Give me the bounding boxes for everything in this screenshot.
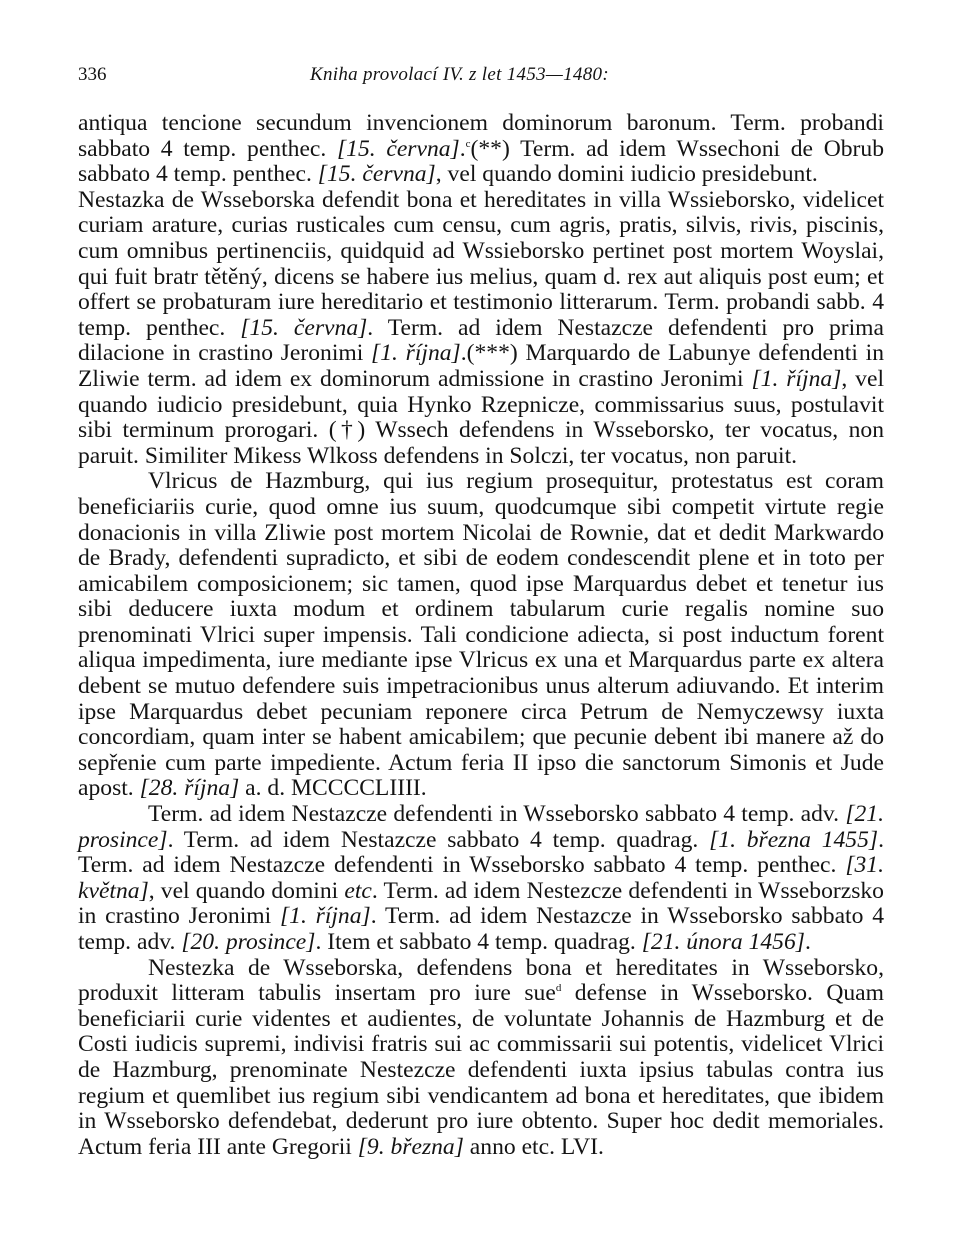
- date-annotation: [1. března 1455]: [709, 826, 879, 853]
- date-annotation: [21. prosince]: [78, 801, 884, 853]
- text-segment: . Term. ad idem Nestazcze defendenti in Wsseborsko sabbato 4 temp. penthec.: [78, 826, 884, 879]
- text-segment: (**) Term. ad idem Wssechoni de Obrub sabbato 4 temp. penthec.: [78, 135, 885, 188]
- text-segment: . Term. ad idem Nestazcze in Wsseborsko sabbato 4 temp. adv.: [78, 903, 884, 955]
- text-segment: , vel quando domini iudicio presidebunt.: [435, 161, 818, 188]
- text-segment: .: [804, 929, 811, 955]
- text-segment: Vlricus de Hazmburg, qui ius regium prosequitur, protestatus est coram beneficiariis curie, quod omne ius suum, quodcumque sibi competit virtute regie donacionis in villa Zliwie post mortem Nicolai de Rownie, dat et dedit Markwardo de Brady, defendenti supradicto, et sibi de eodem condescendit plene et in toto per amicabilem composicionem; sic tamen, quod ipse Marquardus debet et tenetur ius sibi deducere iuxta modum et ordinem tabularum curie regalis nomine suo prenominati Vlrici super impensis. Tali condicione adiecta, si post inductum forent aliqua impedimenta, iure mediante ipse Vlricus ex una et Marquardus parte ex altera debent se mutuo defendere suis impetracionibus unus alterum adiuvando. Et interim ipse Marquardus debet pecuniam reponere circa Petrum de Nemyczewsy iuxta concordiam, quam inter se habent amicabilem; que pecunie debent ibi manere až do sepřenie cum parte impediente. Actum feria II ipso die sanctorum Simonis et Jude apost.: [78, 468, 884, 802]
- text-segment: anno etc. LVI.: [463, 1133, 604, 1160]
- running-title: Kniha provolací IV. z let 1453—1480:: [310, 64, 609, 85]
- text-segment: . Term. ad idem Nestezcze defendenti in Wsseborzsko in crastino Jeronimi: [78, 877, 884, 930]
- body-text: [78, 111, 884, 1160]
- paragraph: [78, 111, 884, 188]
- page-number: 336: [78, 64, 107, 85]
- date-annotation: [20. prosince]: [181, 929, 316, 955]
- date-annotation: [15. června]: [240, 314, 368, 341]
- footnote-marker: d: [555, 982, 562, 995]
- text-segment: .(***) Marquardo de Labunye defendenti in Zliwie term. ad idem ex dominorum admissione in crastino Jeronimi: [78, 340, 884, 392]
- text-segment: , vel quando iudicio presidebunt, quia Hynko Rzepnicze, commissarius suus, postulavit sibi terminum prorogari. (†) Wssech defendens in Wsseborsko, ter vocatus, non paruit. Similiter Mikess Wlkoss defendens in Solczi, ter vocatus, non paruit.: [78, 365, 884, 469]
- text-segment: , vel quando domini: [148, 877, 345, 904]
- date-annotation: [15. června]: [336, 135, 460, 162]
- text-segment: . Item et sabbato 4 temp. quadrag.: [315, 929, 642, 955]
- text-segment: Nestazka de Wsseborska defendit bona et hereditates in villa Wssieborsko, videlicet curiam arature, curias rusticales cum censu, cum agris, pratis, silvis, rivis, piscinis, cum omnibus pertinenciis, quidquid ad Wssieborsko pertinet post mortem Woyslai, qui fuit bratr tětěný, dicens se habere ius melius, quam d. rex aut aliquis post eum; et offert se probaturam iure hereditario et testimonio litterarum. Term. probandi sabb. 4 temp. penthec.: [78, 186, 884, 341]
- date-annotation: etc: [344, 877, 372, 904]
- text-segment: . Term. ad idem Nestazcze defendenti pro prima dilacione in crastino Jeronimi: [78, 314, 884, 367]
- paragraph: [78, 469, 884, 802]
- paragraph: [78, 802, 884, 956]
- date-annotation: [1. října]: [279, 903, 371, 930]
- text-segment: Term. ad idem Nestazcze defendenti in Wsseborsko sabbato 4 temp. adv.: [148, 801, 846, 828]
- date-annotation: [1. října]: [371, 340, 461, 367]
- date-annotation: [28. října]: [139, 775, 240, 802]
- date-annotation: [31. května]: [78, 852, 884, 904]
- text-segment: defense in Wsseborsko. Quam beneficiarii curie videntes et audientes, de voluntate Johannis de Hazmburg et de Costi iudicis supremi, indivisi fratris sui ac commissarii sui potentis, videlicet Vlrici de Hazmburg, prenominate Nestezcze defendenti iuxta ipsius tabulas contra ius regium et quemlibet ius regium sibi vendicantem ad bona et hereditates, que ibidem in Wsseborsko defendebat, dederunt pro iure obtento. Super hoc dedit memoriales. Actum feria III ante Gregorii: [78, 980, 885, 1160]
- page-header: [78, 58, 884, 92]
- footnote-marker: c: [465, 137, 471, 150]
- text-segment: antiqua tencione secundum invencionem dominorum baronum. Term. probandi sabbato 4 temp. penthec.: [78, 110, 884, 162]
- text-segment: a. d. MCCCCLIIII.: [239, 775, 427, 802]
- paragraph: [78, 956, 884, 1161]
- book-page: [78, 58, 884, 1160]
- paragraph: [78, 188, 884, 470]
- text-segment: .: [459, 135, 466, 162]
- date-annotation: [15. června]: [317, 161, 436, 188]
- date-annotation: [9. března]: [357, 1133, 464, 1160]
- date-annotation: [21. února 1456]: [641, 929, 805, 955]
- text-segment: . Term. ad idem Nestazcze sabbato 4 temp. quadrag.: [167, 826, 710, 853]
- text-segment: Nestezka de Wsseborska, defendens bona et hereditates in Wsseborsko, produxit litteram tabulis insertam pro iure sue: [78, 954, 884, 1007]
- date-annotation: [1. října]: [751, 365, 842, 392]
